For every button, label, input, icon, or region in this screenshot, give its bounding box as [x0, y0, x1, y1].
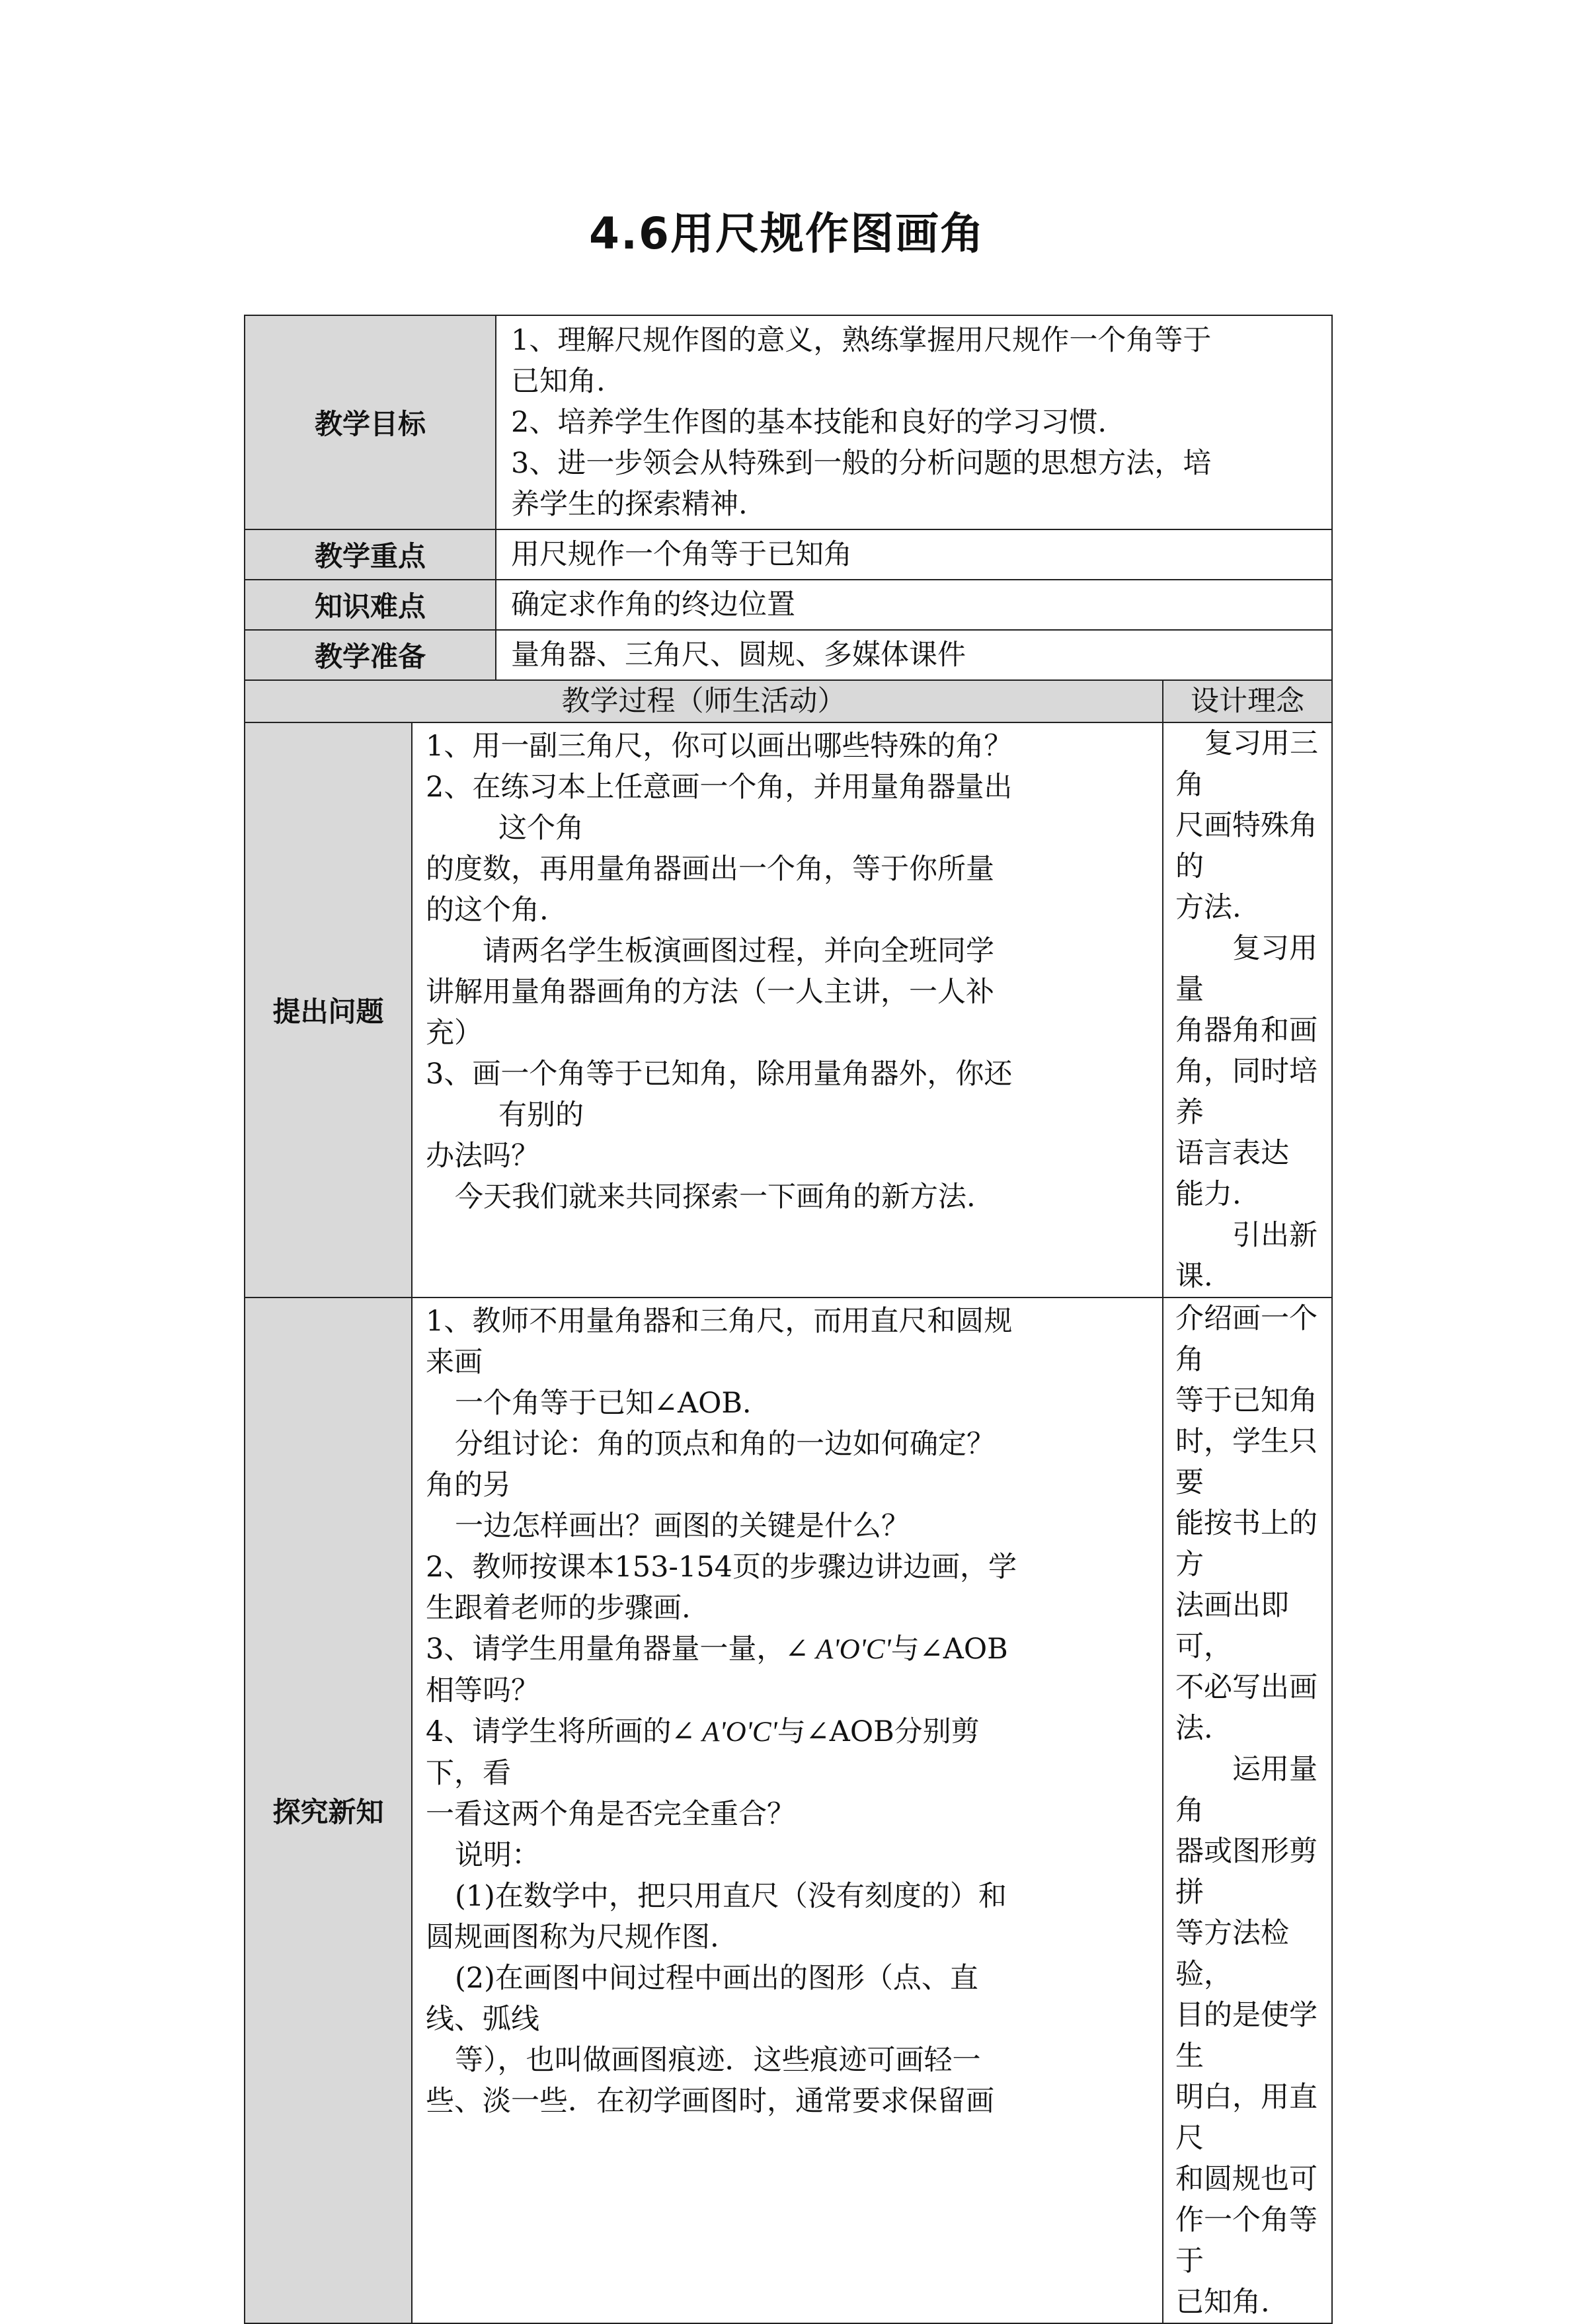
section-raise-question: [245, 722, 1332, 1298]
objectives-line: 已知角.: [511, 365, 606, 398]
body-line: 充）: [426, 1017, 483, 1050]
body-line: 1、教师不用量角器和三角尺，而用直尺和圆规: [426, 1305, 1013, 1338]
body-line: 1、用一副三角尺，你可以画出哪些特殊的角？: [426, 730, 1013, 763]
section2-label: 探究新知: [245, 1298, 412, 2323]
design-line: 课.: [1175, 1260, 1213, 1293]
body-line: 的度数，再用量角器画出一个角，等于你所量: [426, 853, 994, 886]
objectives-line: 养学生的探索精神.: [511, 488, 748, 521]
design-line: 尺画特殊角的: [1175, 809, 1318, 883]
design-line: 复习用三角: [1175, 727, 1319, 801]
preparation-label: 教学准备: [245, 630, 496, 680]
design-header: 设计理念: [1163, 680, 1332, 722]
design-line: 运用量角: [1175, 1753, 1318, 1827]
section1-design-notes: [1163, 722, 1332, 1298]
body-line: 来画: [426, 1346, 483, 1379]
angle-symbol: ∠ A'O'C': [785, 1634, 891, 1665]
angle-symbol: ∠ A'O'C': [671, 1717, 777, 1748]
body-line: 的这个角.: [426, 894, 549, 927]
design-line: 器或图形剪拼: [1175, 1835, 1318, 1909]
objectives-row: [245, 315, 1332, 529]
design-line: 和圆规也可: [1175, 2163, 1318, 2196]
design-line: 引出新: [1232, 1219, 1318, 1252]
body-line: 一边怎样画出？画图的关键是什么？: [455, 1510, 910, 1543]
body-text: 3、请学生用量角器量一量，: [426, 1633, 785, 1666]
design-line: 等于已知角: [1175, 1384, 1318, 1417]
section2-design-notes: [1163, 1298, 1332, 2323]
body-line: 角的另: [426, 1469, 511, 1502]
body-line: 线、弧线: [426, 2003, 539, 2036]
body-line: 相等吗？: [426, 1674, 539, 1707]
design-line: 作一个角等于: [1175, 2204, 1318, 2278]
body-line: 等），也叫做画图痕迹．这些痕迹可画轻一: [455, 2044, 981, 2077]
objectives-label: 教学目标: [245, 315, 496, 529]
design-line: 语言表达: [1175, 1137, 1290, 1170]
body-text: 4、请学生将所画的: [426, 1715, 672, 1748]
design-line: 等方法检验，: [1175, 1917, 1290, 1991]
design-line: 目的是使学生: [1175, 1999, 1318, 2073]
body-line: 些、淡一些．在初学画图时，通常要求保留画: [426, 2085, 994, 2118]
body-line: 2、在练习本上任意画一个角，并用量角器量出: [426, 771, 1013, 804]
section-explore-new: [245, 1298, 1332, 2323]
body-line: (2)在画图中间过程中画出的图形（点、直: [455, 1962, 978, 1995]
body-line: 一看这两个角是否完全重合？: [426, 1798, 795, 1831]
body-line: 有别的: [498, 1099, 584, 1132]
design-line: 复习用量: [1175, 932, 1318, 1006]
body-line: 讲解用量角器画角的方法（一人主讲，一人补: [426, 976, 994, 1009]
body-line: [426, 1711, 1149, 1753]
body-line: 下，看: [426, 1757, 511, 1790]
body-line: 2、教师按课本153-154页的步骤边讲边画，学: [426, 1551, 1017, 1584]
body-line: 说明：: [455, 1839, 540, 1872]
design-line: 法画出即可，: [1175, 1589, 1290, 1663]
body-line: (1)在数学中，把只用直尺（没有刻度的）和: [455, 1880, 1007, 1913]
design-line: 角，同时培养: [1175, 1055, 1318, 1129]
preparation-row: [245, 630, 1332, 680]
body-line: 3、画一个角等于已知角，除用量角器外，你还: [426, 1058, 1013, 1091]
design-line: 角器角和画: [1175, 1014, 1318, 1047]
design-line: 已知角.: [1175, 2286, 1270, 2319]
body-text: 与∠AOB: [890, 1633, 1008, 1666]
design-line: 不必写出画: [1175, 1671, 1318, 1704]
lesson-plan-table: [244, 315, 1333, 2324]
design-line: 时，学生只要: [1175, 1425, 1318, 1499]
objectives-content: [496, 315, 1332, 529]
section2-body: [412, 1298, 1163, 2323]
design-line: 能按书上的方: [1175, 1507, 1318, 1581]
body-line: 这个角: [498, 812, 584, 845]
body-line: 一个角等于已知∠AOB.: [455, 1387, 752, 1420]
process-header: 教学过程（师生活动）: [245, 680, 1163, 722]
section1-label: 提出问题: [245, 722, 412, 1298]
body-line: 圆规画图称为尺规作图.: [426, 1921, 719, 1954]
page-title: 4.6用尺规作图画角: [589, 208, 985, 259]
key-point-label: 教学重点: [245, 529, 496, 580]
preparation-content: 量角器、三角尺、圆规、多媒体课件: [496, 630, 1332, 680]
body-line: 办法吗？: [426, 1140, 539, 1173]
body-line: 生跟着老师的步骤画.: [426, 1592, 691, 1625]
difficulty-label: 知识难点: [245, 580, 496, 630]
objectives-line: 3、进一步领会从特殊到一般的分析问题的思想方法，培: [511, 447, 1212, 480]
difficulty-content: 确定求作角的终边位置: [496, 580, 1332, 630]
body-line: [426, 1629, 1149, 1670]
key-point-content: 用尺规作一个角等于已知角: [496, 529, 1332, 580]
design-line: 法.: [1175, 1712, 1213, 1745]
objectives-line: 2、培养学生作图的基本技能和良好的学习习惯.: [511, 406, 1107, 439]
key-point-row: [245, 529, 1332, 580]
design-line: 能力.: [1175, 1178, 1241, 1211]
design-line: 方法.: [1175, 891, 1241, 924]
process-header-row: [245, 680, 1332, 722]
body-text: 与∠AOB分别剪: [777, 1715, 980, 1748]
body-line: 请两名学生板演画图过程，并向全班同学: [483, 935, 994, 968]
difficulty-row: [245, 580, 1332, 630]
body-line: 今天我们就来共同探索一下画角的新方法.: [455, 1181, 976, 1214]
design-line: 明白，用直尺: [1175, 2081, 1318, 2155]
design-line: 介绍画一个角: [1175, 1302, 1318, 1376]
objectives-line: 1、理解尺规作图的意义，熟练掌握用尺规作一个角等于: [511, 324, 1212, 357]
body-line: 分组讨论：角的顶点和角的一边如何确定？: [455, 1428, 995, 1461]
section1-body: [412, 722, 1163, 1298]
